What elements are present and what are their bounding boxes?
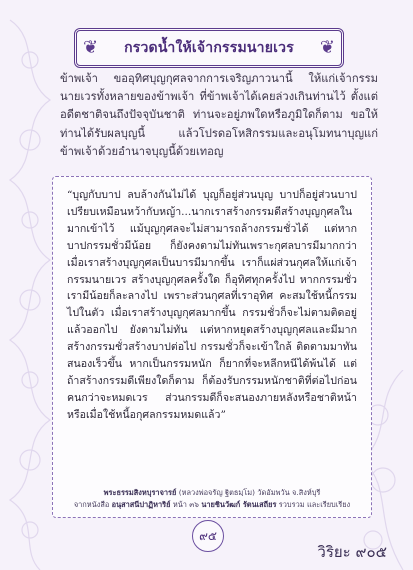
- quote-credit: [61, 487, 363, 511]
- intro-paragraph: ข้าพเจ้า ขออุทิศบุญกุศลจากการเจริญภาวนานี้ ให้แก่เจ้ากรรมนายเวรทั้งหลายของข้าพเจ้า ที่ข้าพเจ้าได้เคยล่วงเกินท่านไว้ ตั้งแต่อดีตชาติจนถึงปัจจุบันชาติ ท่านจะอยู่ภพใดหรือภูมิใดก็ตาม ขอให้ท่านได้รับผลบุญนี้ แล้วโปรดอโหสิกรรมและอนุโมทนาบุญแก่ข้าพเจ้าด้วยอำนาจบุญนี้ด้วยเทอญ: [60, 72, 378, 158]
- title-banner: [74, 28, 344, 68]
- flourish-left-icon: ❦: [83, 37, 99, 58]
- credit-author: พระธรรมสิงหบุราจารย์: [103, 488, 177, 497]
- footer-label: วิริยะ ๙๐๕: [317, 543, 387, 561]
- quote-text: “บุญกับบาป ลบล้างกันไม่ได้ บุญก็อยู่ส่วนบุญ บาปก็อยู่ส่วนบาป เปรียบเหมือนหว้ากับหญ้า...นากเราสร้างกรรมดีสร้างบุญกุศลในมากเข้าไว้ แม้บุญกุศลจะไม่สามารถล้างกรรมชั่วได้ แต่หากบาปกรรมชั่วมีน้อย ก็ยังคงตามไม่ทันเพราะกุศลบารมีมากกว่า เมื่อเราสร้างบุญกุศลเป็นบารมีมากขึ้น เราก็แผ่ส่วนกุศลให้แก่เจ้ากรรมนายเวร สร้างบุญกุศลครั้งใด ก็อุทิศทุกครั้งไป หากกรรมชั่วเรามีน้อยก็ละลางไป เพราะส่วนกุศลที่เราอุทิศ คะสมใช้หนี้กรรมไปในตัว เมื่อเราสร้างบุญกุศลมากขึ้น กรรมชั่วก็จะไม่ตามติดอยู่แล้วออกไป ยังตามไม่ทัน แต่หากหยุดสร้างบุญกุศลและมีมากสร้างกรรมชั่วสร้างบาปต่อไป กรรมชั่วก็จะเข้าใกล้ ติดตามมาทันสนองเร็วขึ้น หากเป็นกรรมหนัก ก็ยากที่จะหลีกหนีได้พ้นได้ แต่ถ้าสร้างกรรมดีเพียงใดก็ตาม ก็ต้องรับกรรมหนักชาติที่ต่อไปก่อน คนกว่าจะหมดเวร ส่วนกรรมดีก็จะสนองภายหลังหรือชาติหน้า หรือเมื่อใช้หนี้อกุศลกรรมหมดแล้ว”: [67, 189, 357, 421]
- quote-box: [52, 176, 372, 518]
- flourish-right-icon: ❦: [319, 37, 335, 58]
- credit-author-detail: (หลวงพ่อจรัญ ฐิตธมฺโม) วัดอัมพวัน จ.สิงห์บุรี: [176, 488, 321, 497]
- credit-compiler: นายชินวัฒก์ รัตนเสถียร: [201, 500, 277, 509]
- credit-source-suffix: รวบรวม และเรียบเรียง: [276, 500, 351, 509]
- credit-book-title: อนุสาสนีปาฏิหาริย์: [111, 500, 171, 509]
- credit-line-1: [61, 487, 363, 499]
- page-number: ๙๕: [192, 520, 224, 552]
- credit-page-ref: หน้า ๓๖: [170, 500, 202, 509]
- credit-line-2: [61, 499, 363, 511]
- credit-source-prefix: จากหนังสือ: [73, 500, 112, 509]
- page-title: กรวดน้ำให้เจ้ากรรมนายเวร: [124, 40, 294, 56]
